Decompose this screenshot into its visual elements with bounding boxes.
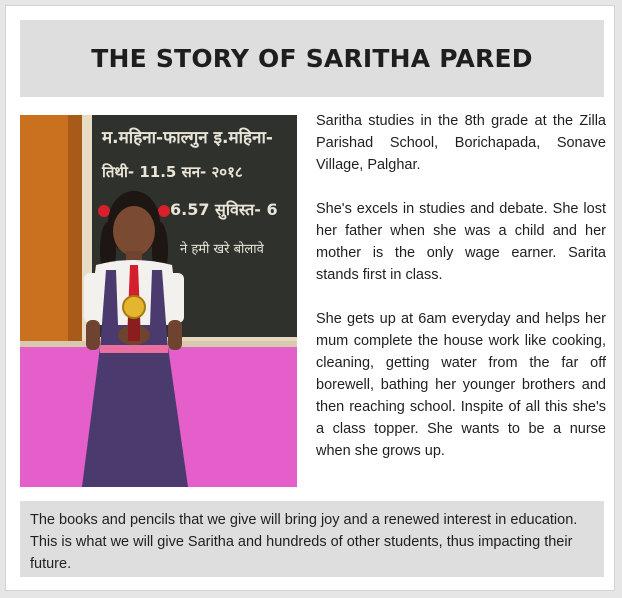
story-text [316,110,606,462]
page-title: THE STORY OF SARITHA PARED [91,44,533,73]
photo-illustration [20,115,297,487]
board-line-2: तिथी- 11.5 सन- २०१८ [102,163,243,181]
story-paragraph-2: She's excels in studies and debate. She lost her father when she was a child and her mother is the only wage earner. Sarita stands first in class. [316,201,606,283]
board-line-1: म.महिना-फाल्गुन इ.महिना- [102,128,273,148]
story-card [5,5,615,591]
board-line-4: ने हमी खरे बोलावे [180,242,264,257]
footer-text: The books and pencils that we give will bring joy and a renewed interest in education. This is what we will give Saritha and hundreds of other students, thus impacting their future. [30,512,578,572]
story-paragraph-1: Saritha studies in the 8th grade at the Zilla Parishad School, Borichapada, Sonave Village, Palghar. [316,113,606,173]
trophy-icon [123,296,145,318]
title-banner [20,20,604,97]
story-paragraph-3: She gets up at 6am everyday and helps her mum complete the house work like cooking, cleaning, getting water from the far off borewell, bathing her younger brothers and then reaching school. Inspite of all this she's a class topper. She wants to be a nurse when she grows up. [316,311,606,459]
board-line-3: 6.57 सुविस्त- 6 [170,200,278,219]
footer-callout [20,501,604,577]
student-photo [20,115,297,487]
